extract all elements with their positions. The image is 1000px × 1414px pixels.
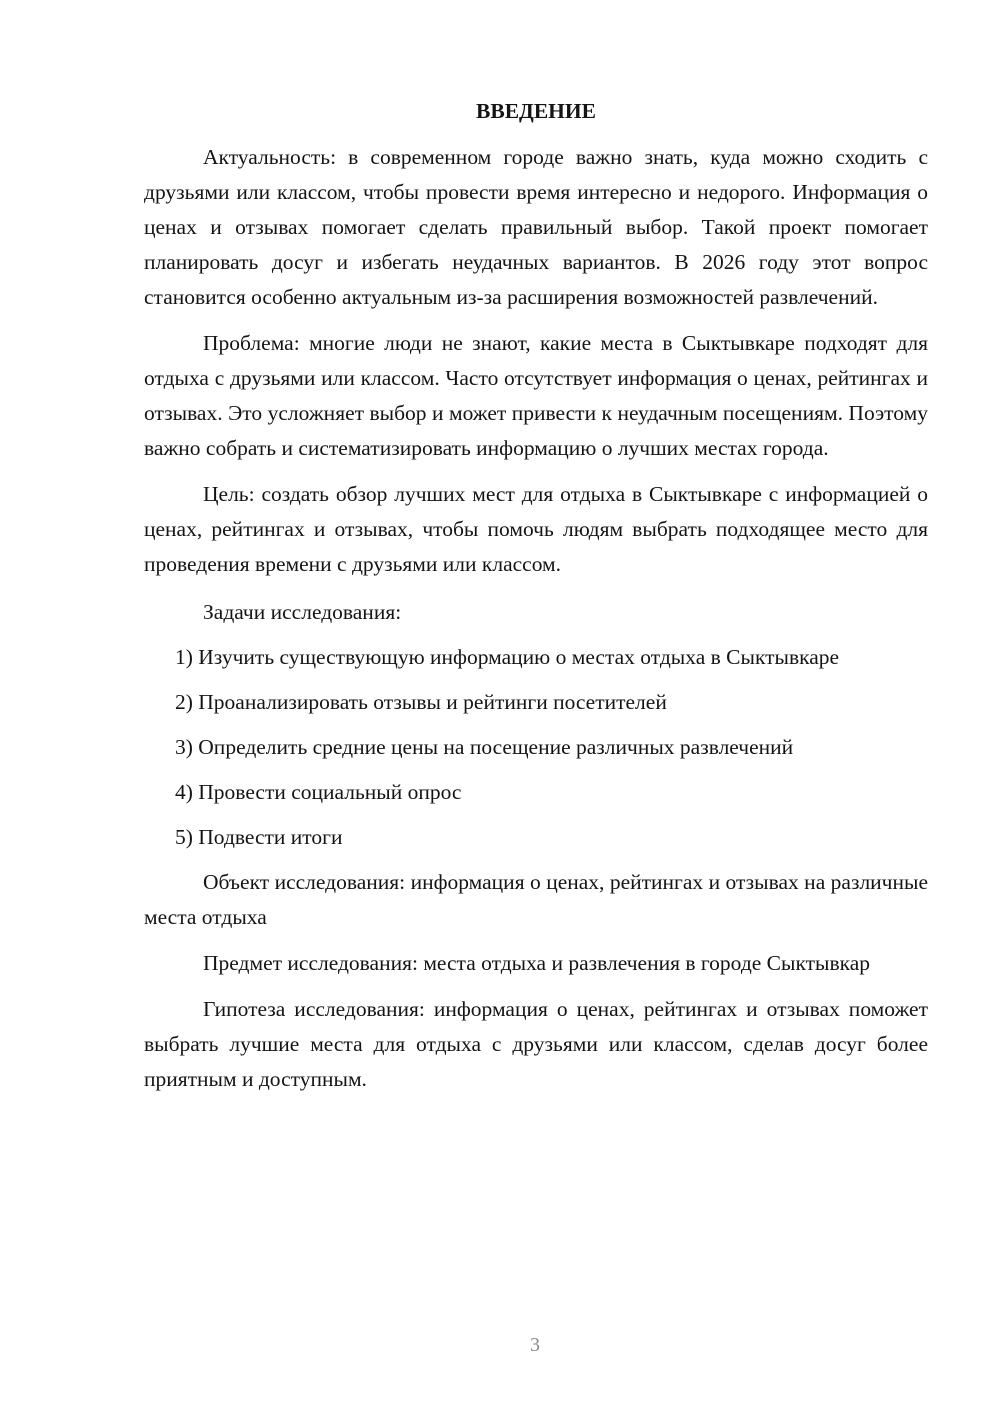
hypothesis-paragraph: Гипотеза исследования: информация о ценах, рейтингах и отзывах поможет выбрать лучшие места для отдыха с друзьями или классом, сделав досуг более приятным и доступным. [144,997,928,1091]
task-item-3: 3) Определить средние цены на посещение различных развлечений [175,735,794,759]
page-title: ВВЕДЕНИЕ [476,99,596,123]
relevance-paragraph: Актуальность: в современном городе важно знать, куда можно сходить с друзьями или классом, чтобы провести время интересно и недорого. Информация о ценах и отзывах помогает сделать правильный выбор. Такой проект помогает планировать досуг и избегать неудачных вариантов. В 2026 году этот вопрос становится особенно актуальным из-за расширения возможностей развлечений. [144,145,928,309]
task-item-4: 4) Провести социальный опрос [175,780,462,804]
tasks-heading: Задачи исследования: [203,600,402,624]
problem-paragraph: Проблема: многие люди не знают, какие места в Сыктывкаре подходят для отдыха с друзьями или классом. Часто отсутствует информация о ценах, рейтингах и отзывах. Это усложняет выбор и может привести к неудачным посещениям. Поэтому важно собрать и систематизировать информацию о лучших местах города. [144,331,928,460]
object-paragraph: Объект исследования: информация о ценах, рейтингах и отзывах на различные места отдыха [144,870,928,929]
page-content [144,96,928,1108]
task-item-1: 1) Изучить существующую информацию о местах отдыха в Сыктывкаре [175,645,840,669]
goal-paragraph: Цель: создать обзор лучших мест для отдыха в Сыктывкаре с информацией о ценах, рейтингах и отзывах, чтобы помочь людям выбрать подходящее место для проведения времени с друзьями или классом. [144,482,928,576]
page-number: 3 [530,1334,540,1356]
task-item-5: 5) Подвести итоги [175,825,343,849]
subject-paragraph: Предмет исследования: места отдыха и развлечения в городе Сыктывкар [203,951,871,975]
task-item-2: 2) Проанализировать отзывы и рейтинги посетителей [175,690,667,714]
